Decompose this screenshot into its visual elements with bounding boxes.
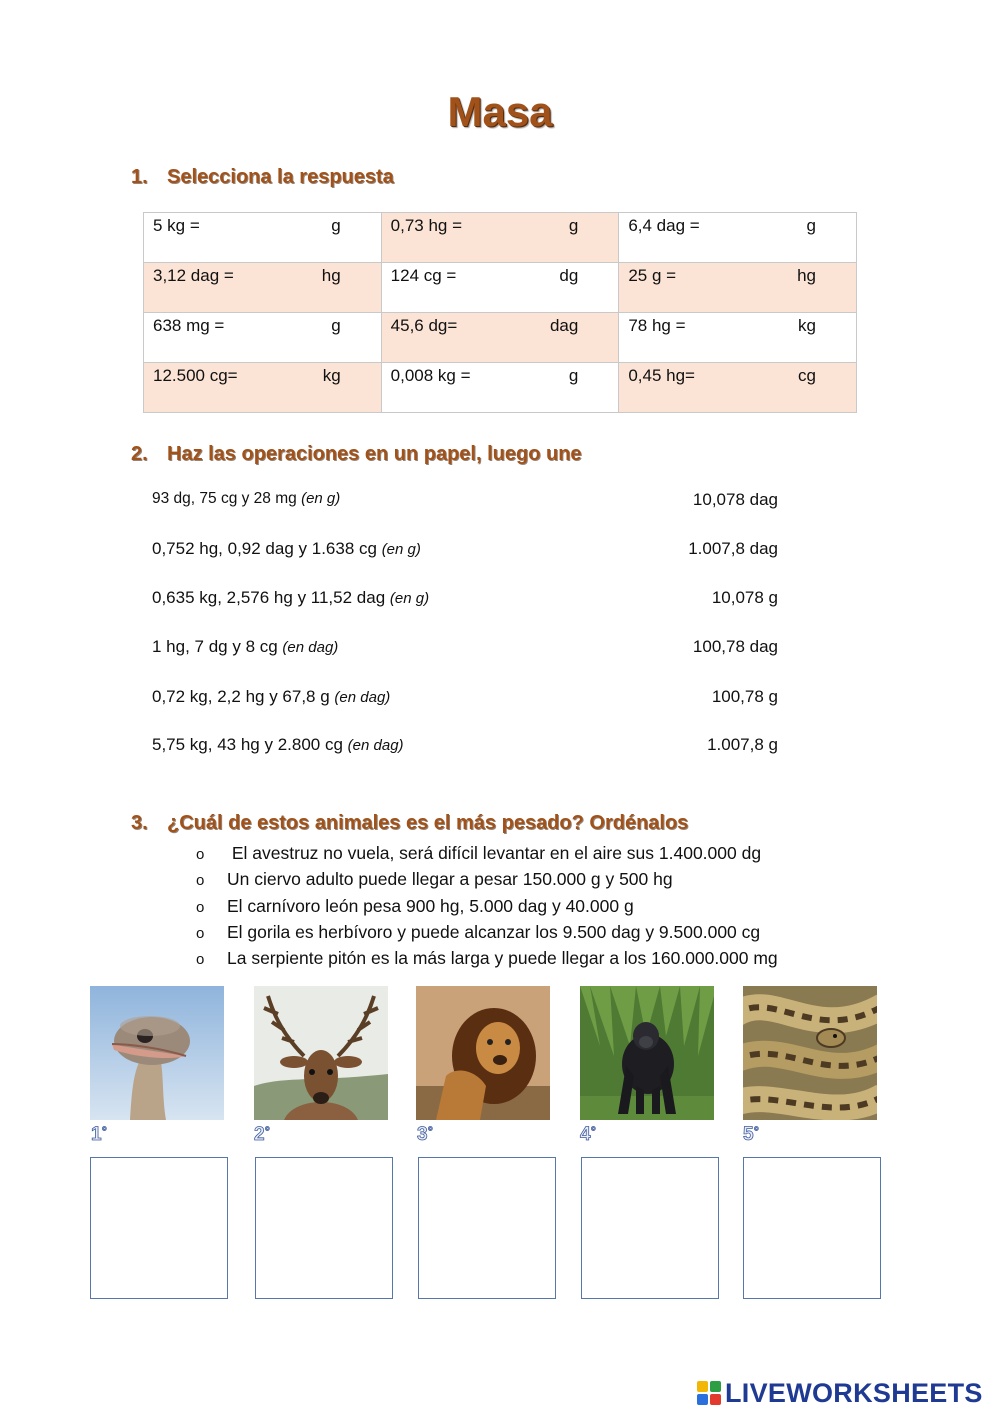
target-unit: cg: [798, 366, 816, 385]
section-number: 1.: [131, 166, 148, 188]
list-item-text: El gorila es herbívoro y puede alcanzar los 9.500 dag y 9.500.000 cg: [227, 922, 761, 942]
ordinal-label-2: $2^º$: [254, 1124, 270, 1145]
page-title: Masa: [447, 88, 553, 135]
list-item: [196, 922, 760, 943]
target-unit: dag: [549, 316, 579, 335]
conversion-cell[interactable]: [144, 363, 382, 413]
gorilla-image: [580, 986, 714, 1120]
logo-text: LIVEWORKSHEETS: [725, 1377, 983, 1408]
ordinal-label-1: $1^º$: [91, 1124, 107, 1145]
logo-icon: [697, 1381, 721, 1405]
bullet-marker: o: [196, 925, 205, 942]
liveworksheets-logo: [697, 1378, 983, 1408]
bullet-marker: o: [196, 846, 205, 863]
match-expression[interactable]: [152, 687, 390, 707]
bullet-marker: o: [196, 899, 205, 916]
answer-box-1[interactable]: [90, 1157, 228, 1299]
expression-text: 5,75 kg, 43 hg y 2.800 cg: [152, 735, 348, 754]
bullet-marker: o: [196, 872, 205, 889]
target-unit: g: [568, 366, 579, 385]
ordinal-label-4: $4^º$: [580, 1124, 596, 1145]
target-unit: g: [806, 216, 816, 235]
conversion-cell[interactable]: [619, 213, 857, 263]
section-1-heading: [131, 166, 394, 189]
conversion-table: [143, 212, 857, 413]
unit-hint: (en dag): [334, 689, 391, 706]
target-unit: kg: [798, 316, 816, 335]
target-unit: g: [331, 316, 341, 335]
answer-box-3[interactable]: [418, 1157, 556, 1299]
conversion-expression: 25 g =: [628, 266, 677, 285]
conversion-expression: 124 cg =: [390, 266, 457, 285]
conversion-cell[interactable]: [144, 263, 382, 313]
target-unit: hg: [321, 266, 341, 285]
conversion-expression: 12.500 cg=: [153, 366, 238, 385]
match-row: [152, 539, 782, 563]
conversion-expression: 6,4 dag =: [628, 216, 700, 235]
conversion-cell[interactable]: [619, 363, 857, 413]
match-answer[interactable]: 10,078 dag: [692, 490, 778, 509]
section-title: ¿Cuál de estos animales es el más pesado? Ordénalos: [167, 812, 689, 834]
expression-text: 1 hg, 7 dg y 8 cg: [152, 637, 283, 656]
list-item-text: Un ciervo adulto puede llegar a pesar 150.000 g y 500 hg: [227, 869, 673, 889]
conversion-expression: 638 mg =: [153, 316, 225, 335]
conversion-cell[interactable]: [381, 313, 619, 363]
expression-text: 0,635 kg, 2,576 hg y 11,52 dag: [152, 588, 390, 607]
conversion-expression: 3,12 dag =: [153, 266, 234, 285]
target-unit: hg: [797, 266, 816, 285]
table-row: [144, 363, 857, 413]
conversion-expression: 0,45 hg=: [628, 366, 695, 385]
match-row: [152, 637, 782, 661]
match-answer[interactable]: 100,78 g: [711, 687, 778, 706]
conversion-expression: 78 hg =: [628, 316, 686, 335]
unit-hint: (en dag): [282, 639, 339, 656]
expression-text: 0,72 kg, 2,2 hg y 67,8 g: [152, 687, 335, 706]
conversion-cell[interactable]: [619, 263, 857, 313]
section-number: 3.: [131, 812, 148, 834]
match-expression[interactable]: [152, 490, 340, 508]
conversion-expression: 0,73 hg =: [390, 216, 463, 235]
target-unit: dg: [559, 266, 579, 285]
match-expression[interactable]: [152, 588, 429, 608]
match-row: [152, 735, 782, 759]
bullet-marker: o: [196, 951, 205, 968]
lion-image: [416, 986, 550, 1120]
match-answer[interactable]: 10,078 g: [711, 588, 778, 607]
python-image: [743, 986, 877, 1120]
list-item-text: El avestruz no vuela, será difícil levantar en el aire sus 1.400.000 dg: [227, 843, 762, 863]
list-item-text: El carnívoro león pesa 900 hg, 5.000 dag y 40.000 g: [227, 896, 634, 916]
table-row: [144, 263, 857, 313]
unit-hint: (en dag): [347, 737, 404, 754]
section-title: Haz las operaciones en un papel, luego une: [167, 443, 582, 465]
target-unit: kg: [322, 366, 341, 385]
conversion-cell[interactable]: [144, 313, 382, 363]
list-item-text: La serpiente pitón es la más larga y puede llegar a los 160.000.000 mg: [227, 948, 778, 968]
conversion-expression: 45,6 dg=: [390, 316, 458, 335]
table-row: [144, 313, 857, 363]
ostrich-image: [90, 986, 224, 1120]
conversion-cell[interactable]: [144, 213, 382, 263]
list-item: [196, 843, 761, 864]
conversion-expression: 0,008 kg =: [390, 366, 471, 385]
match-expression[interactable]: [152, 539, 421, 559]
section-2-heading: [131, 443, 582, 466]
conversion-cell[interactable]: [381, 263, 619, 313]
table-row: [144, 213, 857, 263]
match-answer[interactable]: 1.007,8 dag: [688, 539, 778, 558]
unit-hint: (en g): [381, 541, 421, 558]
deer-image: [254, 986, 388, 1120]
conversion-cell[interactable]: [381, 213, 619, 263]
target-unit: g: [568, 216, 579, 235]
expression-text: 93 dg, 75 cg y 28 mg: [152, 490, 302, 507]
ordinal-label-5: $5^º$: [743, 1124, 759, 1145]
list-item: [196, 869, 673, 890]
conversion-cell[interactable]: [381, 363, 619, 413]
target-unit: g: [331, 216, 341, 235]
answer-box-5[interactable]: [743, 1157, 881, 1299]
match-expression[interactable]: [152, 637, 338, 657]
match-row: [152, 588, 782, 612]
answer-box-2[interactable]: [255, 1157, 393, 1299]
match-answer[interactable]: 100,78 dag: [692, 637, 778, 656]
conversion-expression: 5 kg =: [153, 216, 200, 235]
list-item: [196, 948, 778, 969]
unit-hint: (en g): [301, 490, 341, 507]
list-item: [196, 896, 634, 917]
match-expression[interactable]: [152, 735, 404, 755]
match-row: [152, 490, 782, 514]
match-row: [152, 687, 782, 711]
expression-text: 0,752 hg, 0,92 dag y 1.638 cg: [152, 539, 382, 558]
section-3-heading: [131, 812, 688, 835]
conversion-cell[interactable]: [619, 313, 857, 363]
section-title: Selecciona la respuesta: [167, 166, 394, 188]
unit-hint: (en g): [389, 590, 430, 607]
ordinal-label-3: $3^º$: [417, 1124, 433, 1145]
answer-box-4[interactable]: [581, 1157, 719, 1299]
match-answer[interactable]: 1.007,8 g: [707, 735, 778, 754]
section-number: 2.: [131, 443, 148, 465]
